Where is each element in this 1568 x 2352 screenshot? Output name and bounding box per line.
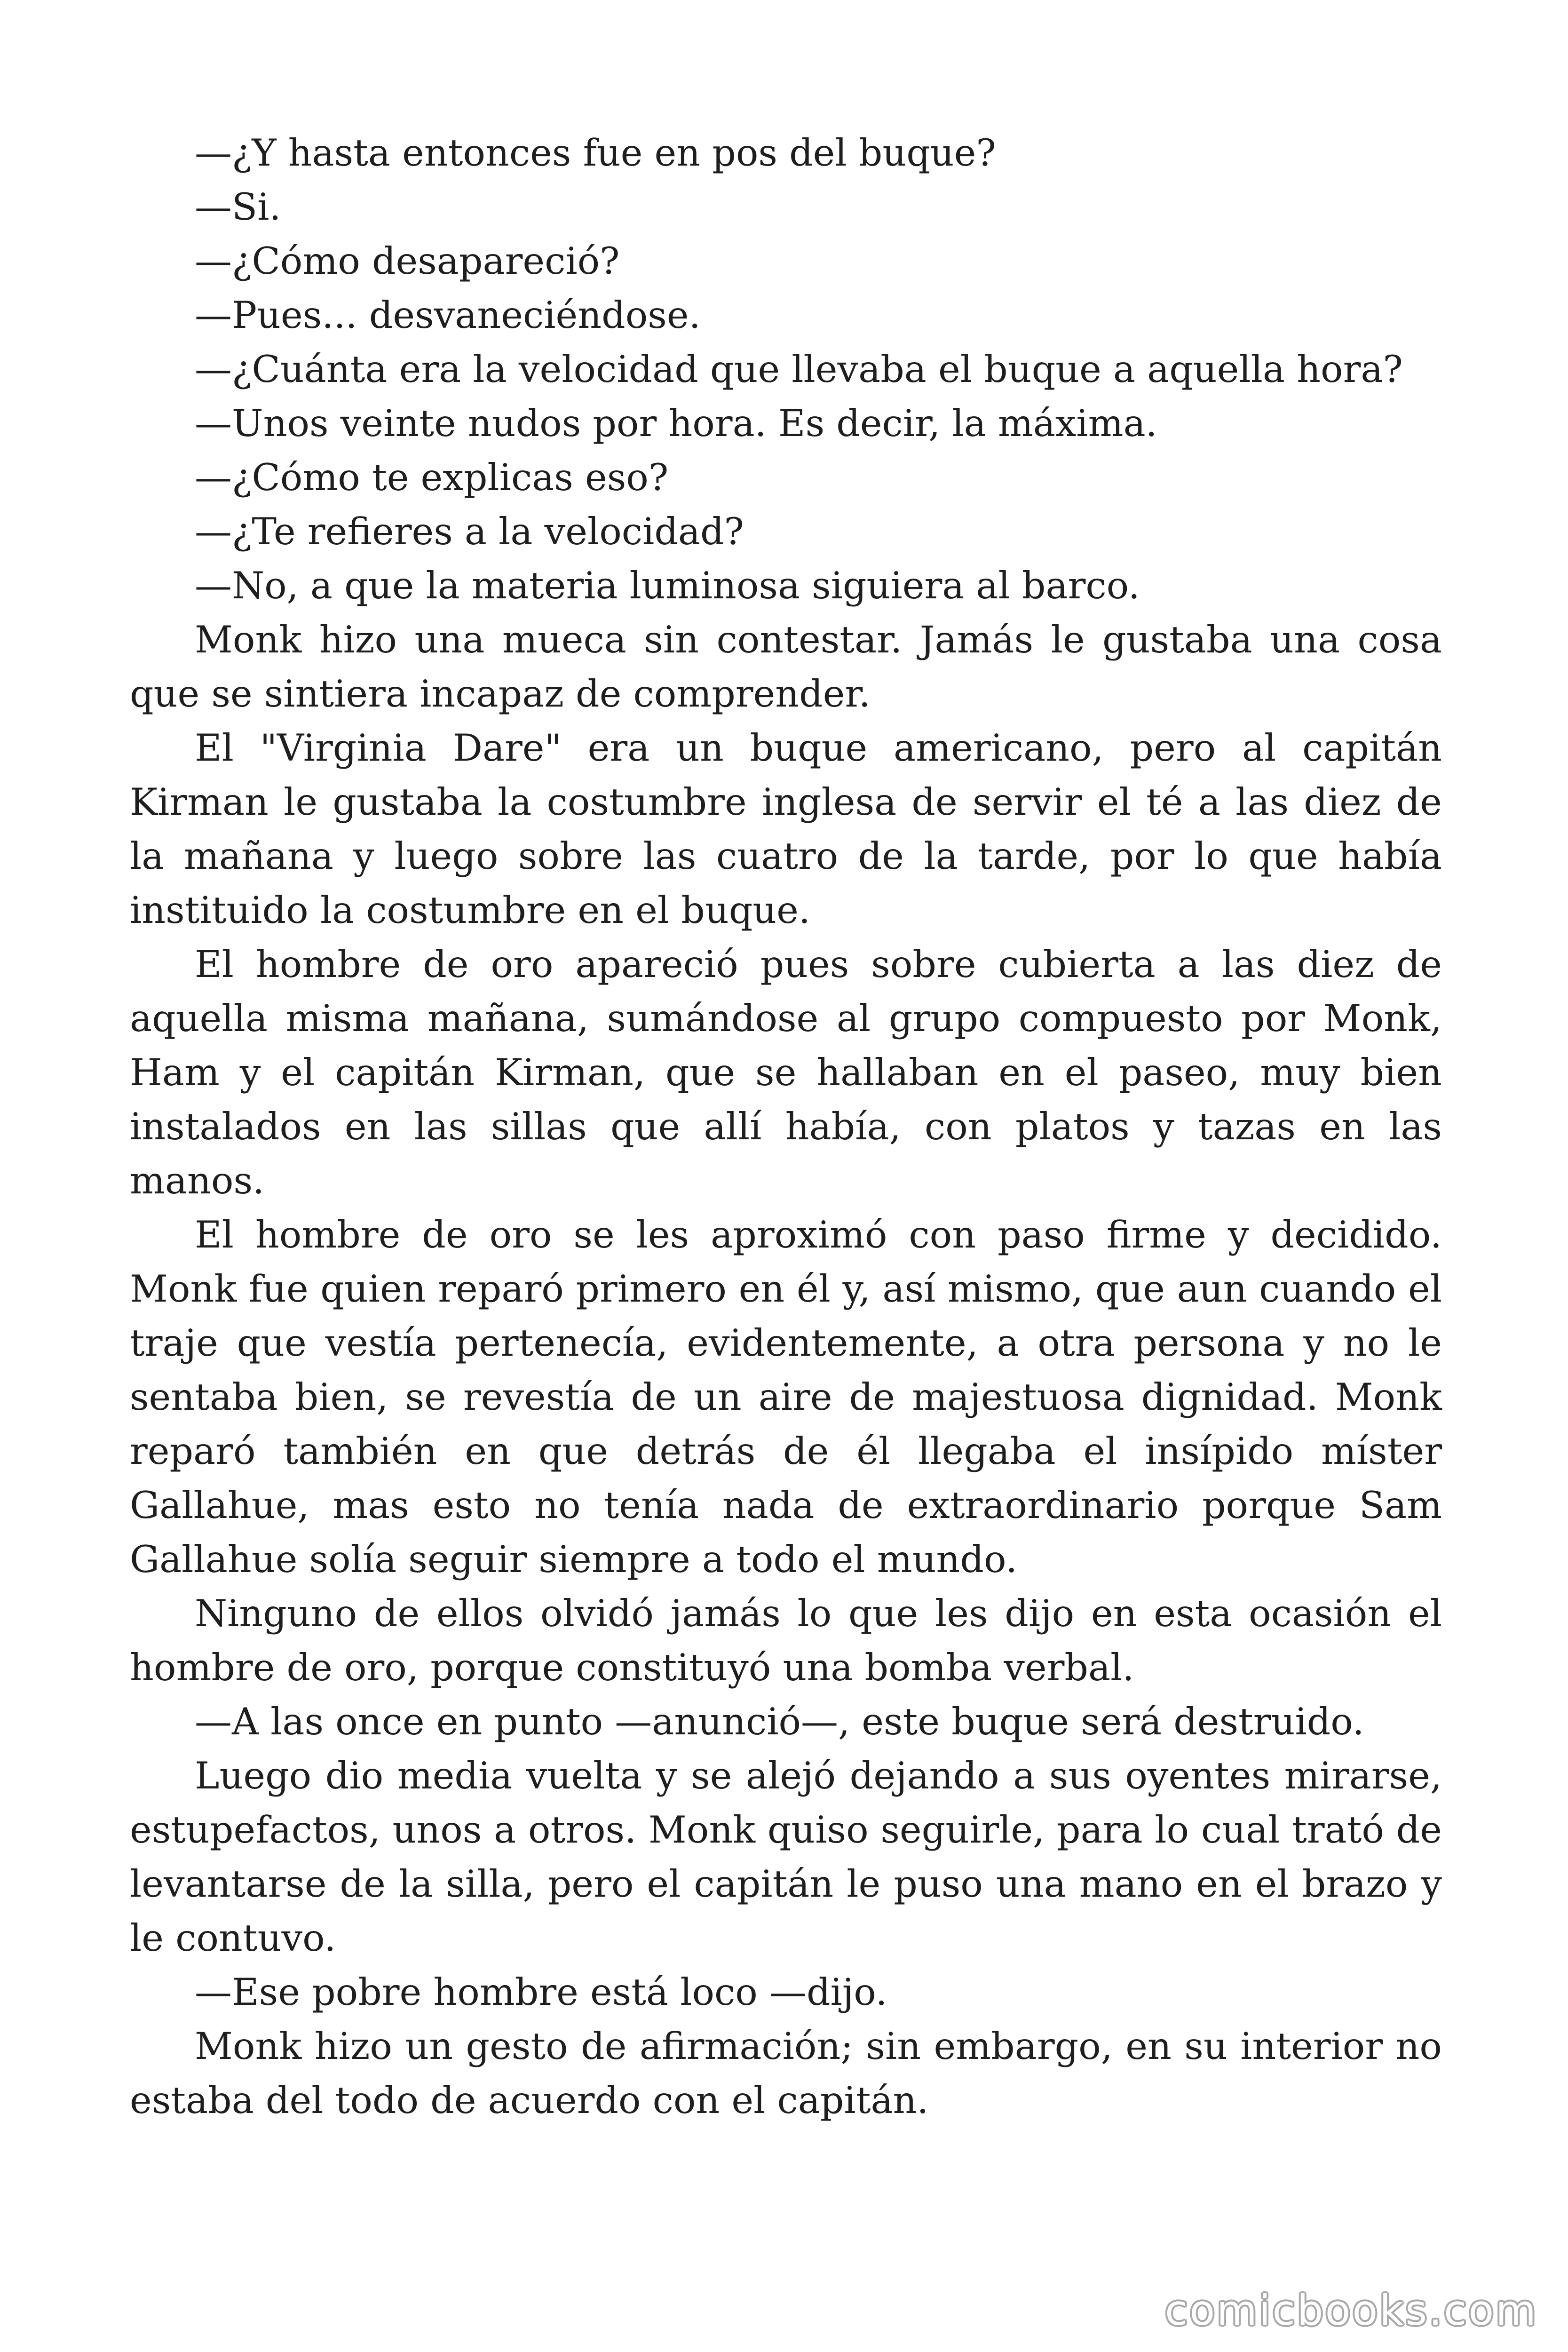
paragraph: Luego dio media vuelta y se alejó dejando a sus oyentes mirarse, estupefactos, unos a otros. Monk quiso seguirle, para lo cual trató de levantarse de la silla, pero el capitán le puso una mano en el brazo y le contuvo. — [130, 1754, 1442, 1960]
paragraph: —¿Cómo desapareció? — [195, 239, 620, 283]
paragraph: —Si. — [195, 185, 281, 229]
paragraph: El "Virginia Dare" era un buque americano, pero al capitán Kirman le gustaba la costumbre inglesa de servir el té a las diez de la mañana y luego sobre las cuatro de la tarde, por lo que había instituido la costumbre en el buque. — [130, 726, 1442, 932]
paragraph: El hombre de oro apareció pues sobre cubierta a las diez de aquella misma mañana, sumándose al grupo compuesto por Monk, Ham y el capitán Kirman, que se hallaban en el paseo, muy bien instalados en las sillas que allí había, con platos y tazas en las manos. — [130, 943, 1442, 1202]
paragraph: Ninguno de ellos olvidó jamás lo que les dijo en esta ocasión el hombre de oro, porque constituyó una bomba verbal. — [130, 1592, 1442, 1689]
paragraph: —¿Cómo te explicas eso? — [195, 456, 669, 499]
paragraph: —¿Cuánta era la velocidad que llevaba el buque a aquella hora? — [195, 348, 1403, 391]
paragraph: —A las once en punto —anunció—, este buque será destruido. — [195, 1700, 1364, 1743]
watermark: comicbooks.com — [1164, 2286, 1538, 2335]
paragraph: —No, a que la materia luminosa siguiera al barco. — [195, 564, 1140, 607]
paragraph: Monk hizo un gesto de afirmación; sin embargo, en su interior no estaba del todo de acuerdo con el capitán. — [130, 2025, 1442, 2122]
paragraph: —Pues... desvaneciéndose. — [195, 294, 701, 337]
text-body — [130, 126, 1442, 2128]
paragraph: —¿Y hasta entonces fue en pos del buque? — [195, 131, 996, 175]
paragraph: —Ese pobre hombre está loco —dijo. — [195, 1971, 887, 2014]
paragraph: —¿Te refieres a la velocidad? — [195, 510, 744, 553]
paragraph: —Unos veinte nudos por hora. Es decir, la máxima. — [195, 402, 1157, 445]
paragraph: El hombre de oro se les aproximó con paso firme y decidido. Monk fue quien reparó primero en él y, así mismo, que aun cuando el traje que vestía pertenecía, evidentemente, a otra persona y no le sentaba bien, se revestía de un aire de majestuosa dignidad. Monk reparó también en que detrás de él llegaba el insípido míster Gallahue, mas esto no tenía nada de extraordinario porque Sam Gallahue solía seguir siempre a todo el mundo. — [130, 1213, 1442, 1581]
paragraph: Monk hizo una mueca sin contestar. Jamás le gustaba una cosa que se sintiera incapaz de comprender. — [130, 618, 1442, 715]
